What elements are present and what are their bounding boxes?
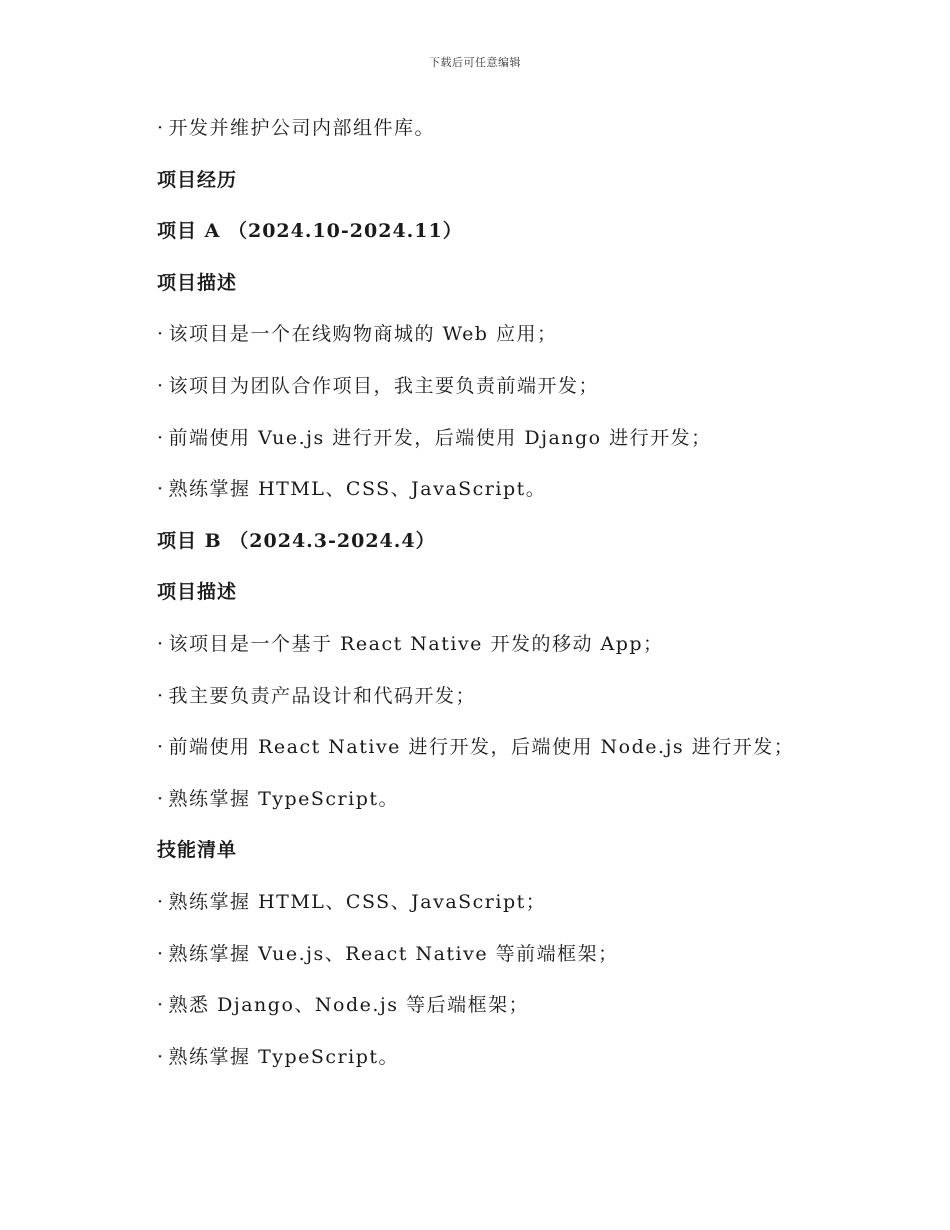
bullet-item: · 熟悉 Django、Node.js 等后端框架； [157,989,877,1041]
project-b-description-heading: 项目描述 [157,581,238,604]
bullet-item: · 该项目为团队合作项目，我主要负责前端开发； [157,370,877,422]
bullet-item: · 熟练掌握 Vue.js、React Native 等前端框架； [157,938,877,990]
bullet-item: · 该项目是一个在线购物商城的 Web 应用； [157,318,877,370]
bullet-item: · 该项目是一个基于 React Native 开发的移动 App； [157,628,877,680]
bullet-item: · 我主要负责产品设计和代码开发； [157,680,877,732]
bullet-item: · 开发并维护公司内部组件库。 [157,112,877,164]
bullet-item: · 熟练掌握 HTML、CSS、JavaScript。 [157,473,877,525]
document-body [157,112,877,1092]
bullet-item: · 前端使用 Vue.js 进行开发，后端使用 Django 进行开发； [157,422,877,474]
page-header: 下载后可任意编辑 [429,56,521,69]
bullet-item: · 熟练掌握 TypeScript。 [157,783,877,835]
section-heading-project-experience: 项目经历 [157,168,238,191]
project-a-description-heading: 项目描述 [157,271,238,294]
bullet-item: · 熟练掌握 HTML、CSS、JavaScript； [157,886,877,938]
project-a-heading: 项目 A （2024.10-2024.11） [157,220,463,243]
project-b-heading: 项目 B （2024.3-2024.4） [157,529,436,552]
bullet-item: · 熟练掌握 TypeScript。 [157,1041,877,1093]
bullet-item: · 前端使用 React Native 进行开发，后端使用 Node.js 进行开发； [157,731,877,783]
section-heading-skills: 技能清单 [157,839,238,862]
